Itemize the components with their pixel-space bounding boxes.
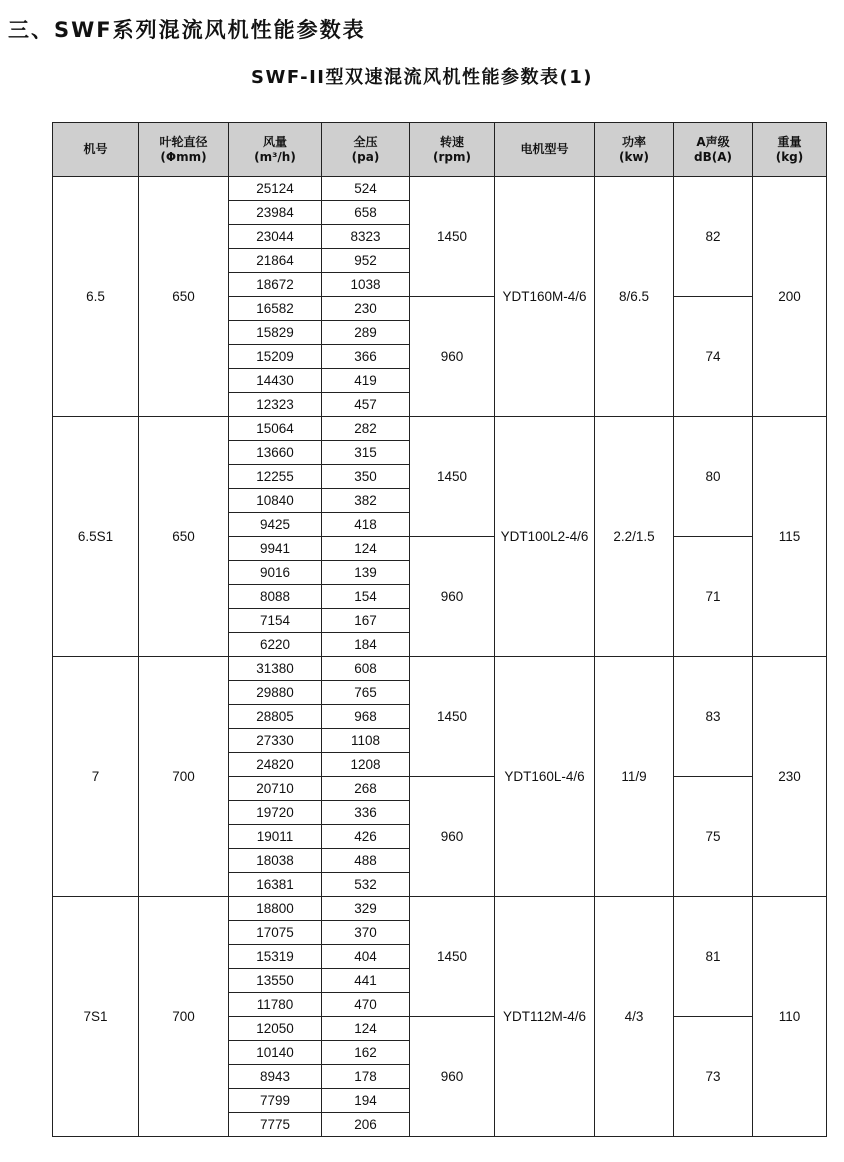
table-title: SWF-II型双速混流风机性能参数表(1) [251, 67, 593, 88]
airflow-cell: 8943 [229, 1065, 322, 1089]
pressure-cell: 419 [322, 369, 410, 393]
airflow-cell: 7775 [229, 1113, 322, 1137]
diameter-cell: 700 [139, 897, 229, 1137]
header-unit: dB(A) [694, 149, 732, 164]
header-label: 叶轮直径 [159, 134, 208, 149]
pressure-cell: 124 [322, 537, 410, 561]
weight-cell: 110 [753, 897, 827, 1137]
pressure-cell: 184 [322, 633, 410, 657]
speed-cell: 1450 [410, 657, 495, 777]
header-weight [753, 123, 827, 177]
pressure-cell: 350 [322, 465, 410, 489]
pressure-cell: 1108 [322, 729, 410, 753]
header-label: A声级 [696, 134, 730, 149]
airflow-cell: 13660 [229, 441, 322, 465]
pressure-cell: 532 [322, 873, 410, 897]
airflow-cell: 9016 [229, 561, 322, 585]
pressure-cell: 470 [322, 993, 410, 1017]
noise-cell: 81 [674, 897, 753, 1017]
table-row [53, 177, 827, 201]
airflow-cell: 12323 [229, 393, 322, 417]
noise-cell: 74 [674, 297, 753, 417]
airflow-cell: 10140 [229, 1041, 322, 1065]
pressure-cell: 268 [322, 777, 410, 801]
airflow-cell: 10840 [229, 489, 322, 513]
pressure-cell: 382 [322, 489, 410, 513]
pressure-cell: 608 [322, 657, 410, 681]
header-unit: (kg) [775, 149, 804, 164]
airflow-cell: 23044 [229, 225, 322, 249]
airflow-cell: 9941 [229, 537, 322, 561]
table-row [53, 657, 827, 681]
table-row [53, 897, 827, 921]
header-label: 功率 [621, 134, 646, 149]
speed-cell: 1450 [410, 177, 495, 297]
motor-cell: YDT160M-4/6 [495, 177, 595, 417]
pressure-cell: 329 [322, 897, 410, 921]
weight-cell: 115 [753, 417, 827, 657]
header-row [53, 123, 827, 177]
model-cell: 7 [53, 657, 139, 897]
pressure-cell: 765 [322, 681, 410, 705]
airflow-cell: 12255 [229, 465, 322, 489]
airflow-cell: 7154 [229, 609, 322, 633]
header-label: 机号 [83, 142, 108, 156]
header-label: 转速 [439, 134, 464, 149]
noise-cell: 83 [674, 657, 753, 777]
motor-cell: YDT160L-4/6 [495, 657, 595, 897]
header-airflow [229, 123, 322, 177]
airflow-cell: 7799 [229, 1089, 322, 1113]
speed-cell: 1450 [410, 897, 495, 1017]
header-motor [495, 123, 595, 177]
pressure-cell: 1038 [322, 273, 410, 297]
pressure-cell: 282 [322, 417, 410, 441]
performance-table [52, 122, 827, 1137]
diameter-cell: 700 [139, 657, 229, 897]
diameter-cell: 650 [139, 177, 229, 417]
airflow-cell: 13550 [229, 969, 322, 993]
header-noise [674, 123, 753, 177]
pressure-cell: 524 [322, 177, 410, 201]
power-cell: 8/6.5 [595, 177, 674, 417]
header-power [595, 123, 674, 177]
airflow-cell: 18672 [229, 273, 322, 297]
airflow-cell: 24820 [229, 753, 322, 777]
airflow-cell: 29880 [229, 681, 322, 705]
airflow-cell: 18038 [229, 849, 322, 873]
airflow-cell: 12050 [229, 1017, 322, 1041]
diameter-cell: 650 [139, 417, 229, 657]
model-cell: 6.5 [53, 177, 139, 417]
weight-cell: 230 [753, 657, 827, 897]
airflow-cell: 11780 [229, 993, 322, 1017]
header-diameter [139, 123, 229, 177]
speed-cell: 1450 [410, 417, 495, 537]
power-cell: 11/9 [595, 657, 674, 897]
header-unit: (pa) [351, 149, 380, 164]
pressure-cell: 404 [322, 945, 410, 969]
airflow-cell: 28805 [229, 705, 322, 729]
header-unit: (Φmm) [160, 149, 207, 164]
power-cell: 4/3 [595, 897, 674, 1137]
pressure-cell: 194 [322, 1089, 410, 1113]
noise-cell: 80 [674, 417, 753, 537]
airflow-cell: 15209 [229, 345, 322, 369]
airflow-cell: 15319 [229, 945, 322, 969]
pressure-cell: 418 [322, 513, 410, 537]
pressure-cell: 206 [322, 1113, 410, 1137]
header-speed [410, 123, 495, 177]
airflow-cell: 25124 [229, 177, 322, 201]
pressure-cell: 457 [322, 393, 410, 417]
pressure-cell: 441 [322, 969, 410, 993]
airflow-cell: 16582 [229, 297, 322, 321]
airflow-cell: 8088 [229, 585, 322, 609]
pressure-cell: 370 [322, 921, 410, 945]
speed-cell: 960 [410, 1017, 495, 1137]
airflow-cell: 23984 [229, 201, 322, 225]
airflow-cell: 16381 [229, 873, 322, 897]
pressure-cell: 1208 [322, 753, 410, 777]
motor-cell: YDT112M-4/6 [495, 897, 595, 1137]
noise-cell: 82 [674, 177, 753, 297]
motor-cell: YDT100L2-4/6 [495, 417, 595, 657]
airflow-cell: 6220 [229, 633, 322, 657]
speed-cell: 960 [410, 777, 495, 897]
pressure-cell: 336 [322, 801, 410, 825]
pressure-cell: 8323 [322, 225, 410, 249]
header-unit: (kw) [618, 149, 650, 164]
pressure-cell: 124 [322, 1017, 410, 1041]
page-heading: 三、SWF系列混流风机性能参数表 [8, 18, 366, 42]
pressure-cell: 178 [322, 1065, 410, 1089]
table-body [53, 177, 827, 1137]
pressure-cell: 139 [322, 561, 410, 585]
airflow-cell: 17075 [229, 921, 322, 945]
airflow-cell: 27330 [229, 729, 322, 753]
header-model [53, 123, 139, 177]
airflow-cell: 20710 [229, 777, 322, 801]
header-label: 全压 [353, 134, 378, 149]
noise-cell: 73 [674, 1017, 753, 1137]
airflow-cell: 21864 [229, 249, 322, 273]
pressure-cell: 162 [322, 1041, 410, 1065]
header-pressure [322, 123, 410, 177]
pressure-cell: 154 [322, 585, 410, 609]
header-label: 风量 [262, 134, 287, 149]
pressure-cell: 658 [322, 201, 410, 225]
table-row [53, 417, 827, 441]
pressure-cell: 968 [322, 705, 410, 729]
pressure-cell: 952 [322, 249, 410, 273]
header-unit: (m³/h) [254, 149, 296, 164]
speed-cell: 960 [410, 537, 495, 657]
power-cell: 2.2/1.5 [595, 417, 674, 657]
model-cell: 6.5S1 [53, 417, 139, 657]
airflow-cell: 15064 [229, 417, 322, 441]
airflow-cell: 19011 [229, 825, 322, 849]
pressure-cell: 167 [322, 609, 410, 633]
header-unit: (rpm) [433, 149, 471, 164]
weight-cell: 200 [753, 177, 827, 417]
pressure-cell: 315 [322, 441, 410, 465]
pressure-cell: 230 [322, 297, 410, 321]
airflow-cell: 14430 [229, 369, 322, 393]
speed-cell: 960 [410, 297, 495, 417]
noise-cell: 75 [674, 777, 753, 897]
pressure-cell: 366 [322, 345, 410, 369]
header-label: 重量 [777, 134, 802, 149]
airflow-cell: 9425 [229, 513, 322, 537]
pressure-cell: 289 [322, 321, 410, 345]
airflow-cell: 15829 [229, 321, 322, 345]
model-cell: 7S1 [53, 897, 139, 1137]
pressure-cell: 426 [322, 825, 410, 849]
airflow-cell: 19720 [229, 801, 322, 825]
noise-cell: 71 [674, 537, 753, 657]
airflow-cell: 31380 [229, 657, 322, 681]
header-label: 电机型号 [520, 142, 569, 156]
airflow-cell: 18800 [229, 897, 322, 921]
pressure-cell: 488 [322, 849, 410, 873]
